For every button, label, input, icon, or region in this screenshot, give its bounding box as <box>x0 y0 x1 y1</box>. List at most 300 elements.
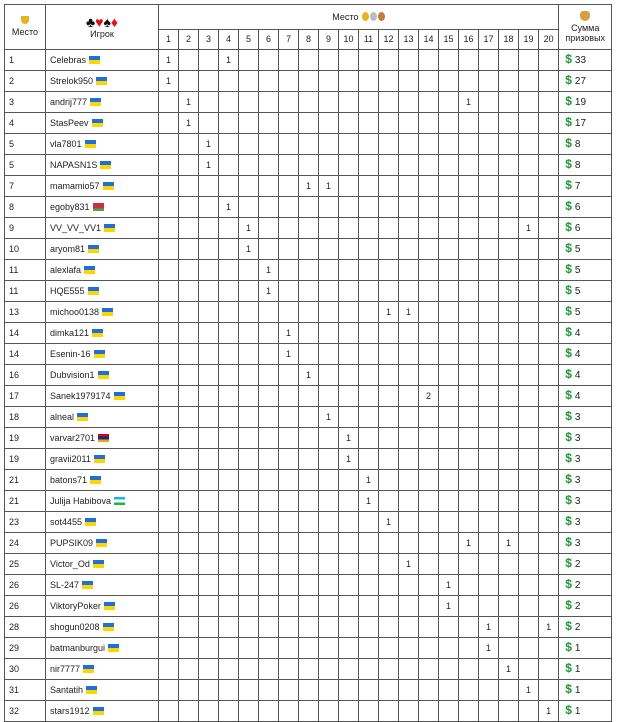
position-count-cell <box>239 554 259 575</box>
dollar-icon: $ <box>565 514 572 528</box>
position-count-cell <box>239 281 259 302</box>
position-count-cell <box>359 155 379 176</box>
prize-cell <box>559 197 612 218</box>
position-count-cell <box>479 260 499 281</box>
position-count-cell: 1 <box>199 155 219 176</box>
position-count-cell <box>199 344 219 365</box>
prize-amount: 27 <box>574 76 587 87</box>
place-cell: 21 <box>5 470 46 491</box>
position-count-cell <box>519 302 539 323</box>
position-count-cell <box>339 470 359 491</box>
position-count-cell <box>179 134 199 155</box>
position-count-cell <box>399 365 419 386</box>
position-count-cell <box>459 449 479 470</box>
position-count-cell <box>519 50 539 71</box>
player-name: Julija Habibova <box>50 495 112 506</box>
diamond-icon: ♦ <box>110 13 119 30</box>
position-count-cell <box>299 218 319 239</box>
position-count-cell <box>439 260 459 281</box>
position-count-cell <box>319 218 339 239</box>
position-count-cell <box>539 575 559 596</box>
bronze-medal-icon <box>378 12 385 21</box>
place-cell: 14 <box>5 344 46 365</box>
table-row <box>5 281 612 302</box>
prize-amount: 1 <box>574 664 581 675</box>
dollar-icon: $ <box>565 178 572 192</box>
position-count-cell <box>219 575 239 596</box>
player-name: sot4455 <box>50 516 83 527</box>
position-count-cell <box>239 302 259 323</box>
position-count-cell <box>339 323 359 344</box>
place-cell: 1 <box>5 50 46 71</box>
position-column-header: 15 <box>439 30 459 50</box>
position-count-cell <box>379 113 399 134</box>
prize-cell <box>559 680 612 701</box>
position-count-cell <box>399 281 419 302</box>
table-row <box>5 260 612 281</box>
position-count-cell <box>459 260 479 281</box>
flag-icon <box>96 539 107 547</box>
flag-icon <box>85 140 96 148</box>
position-count-cell <box>279 302 299 323</box>
position-count-cell: 1 <box>179 92 199 113</box>
prize-cell <box>559 659 612 680</box>
position-count-cell <box>459 71 479 92</box>
position-count-cell <box>379 365 399 386</box>
prize-amount: 2 <box>574 559 581 570</box>
position-count-cell <box>259 365 279 386</box>
position-count-cell <box>299 407 319 428</box>
position-count-cell <box>219 302 239 323</box>
position-count-cell <box>179 407 199 428</box>
prize-cell <box>559 71 612 92</box>
dollar-icon: $ <box>565 241 572 255</box>
position-count-cell: 1 <box>159 71 179 92</box>
prize-amount: 6 <box>574 223 581 234</box>
player-cell <box>46 155 159 176</box>
position-count-cell <box>359 533 379 554</box>
position-count-cell <box>199 491 219 512</box>
position-count-cell <box>519 470 539 491</box>
position-count-cell <box>539 386 559 407</box>
table-row <box>5 113 612 134</box>
position-count-cell <box>279 365 299 386</box>
position-count-cell <box>319 113 339 134</box>
position-count-cell <box>519 176 539 197</box>
position-count-cell <box>219 512 239 533</box>
position-count-cell <box>259 386 279 407</box>
flag-icon <box>89 56 100 64</box>
position-count-cell <box>499 113 519 134</box>
position-count-cell <box>539 659 559 680</box>
position-count-cell <box>419 449 439 470</box>
dollar-icon: $ <box>565 115 572 129</box>
place-cell: 16 <box>5 365 46 386</box>
prize-amount: 5 <box>574 286 581 297</box>
position-count-cell <box>439 197 459 218</box>
position-count-cell <box>499 281 519 302</box>
flag-icon <box>92 329 103 337</box>
position-count-cell <box>219 92 239 113</box>
place-cell: 19 <box>5 428 46 449</box>
position-column-header: 16 <box>459 30 479 50</box>
position-count-cell <box>359 281 379 302</box>
position-count-cell <box>359 386 379 407</box>
position-count-cell <box>219 260 239 281</box>
table-row <box>5 512 612 533</box>
dollar-icon: $ <box>565 703 572 717</box>
place-header-label: Место <box>11 27 39 37</box>
position-count-cell <box>259 176 279 197</box>
position-column-header: 20 <box>539 30 559 50</box>
position-column-header: 19 <box>519 30 539 50</box>
position-count-cell <box>439 386 459 407</box>
player-cell <box>46 428 159 449</box>
table-row <box>5 449 612 470</box>
position-count-cell <box>399 470 419 491</box>
position-count-cell <box>399 113 419 134</box>
position-count-cell <box>359 701 379 722</box>
flag-icon <box>83 665 94 673</box>
position-column-header: 12 <box>379 30 399 50</box>
flag-icon <box>104 602 115 610</box>
player-cell <box>46 92 159 113</box>
player-cell <box>46 386 159 407</box>
place-cell: 23 <box>5 512 46 533</box>
position-count-cell <box>379 281 399 302</box>
position-count-cell <box>239 659 259 680</box>
prize-cell <box>559 281 612 302</box>
position-count-cell <box>359 113 379 134</box>
prize-amount: 17 <box>574 118 587 129</box>
position-count-cell <box>399 491 419 512</box>
position-count-cell: 1 <box>179 113 199 134</box>
position-count-cell <box>419 134 439 155</box>
prize-cell <box>559 302 612 323</box>
position-count-cell <box>419 575 439 596</box>
position-count-cell <box>419 344 439 365</box>
flag-icon <box>104 224 115 232</box>
position-count-cell <box>419 554 439 575</box>
position-count-cell <box>519 638 539 659</box>
position-count-cell <box>499 239 519 260</box>
position-count-cell <box>219 701 239 722</box>
prize-amount: 1 <box>574 685 581 696</box>
position-count-cell <box>439 491 459 512</box>
player-name: Celebras <box>50 54 87 65</box>
flag-icon <box>98 434 109 442</box>
position-count-cell <box>199 659 219 680</box>
position-count-cell <box>479 176 499 197</box>
position-count-cell <box>439 554 459 575</box>
flag-icon <box>100 161 111 169</box>
position-count-cell <box>359 50 379 71</box>
position-count-cell <box>499 680 519 701</box>
position-count-cell <box>419 596 439 617</box>
position-count-cell: 1 <box>339 428 359 449</box>
position-count-cell <box>179 365 199 386</box>
position-count-cell <box>499 491 519 512</box>
dollar-icon: $ <box>565 346 572 360</box>
place-cell: 9 <box>5 218 46 239</box>
position-count-cell <box>519 197 539 218</box>
position-count-cell <box>439 449 459 470</box>
place-cell: 26 <box>5 575 46 596</box>
position-count-cell <box>299 617 319 638</box>
prize-amount: 8 <box>574 139 581 150</box>
position-count-cell <box>179 218 199 239</box>
position-count-cell <box>339 596 359 617</box>
position-count-cell <box>299 386 319 407</box>
position-count-cell <box>239 491 259 512</box>
position-count-cell <box>479 71 499 92</box>
prize-cell <box>559 239 612 260</box>
position-count-cell: 1 <box>499 533 519 554</box>
position-count-cell: 1 <box>459 533 479 554</box>
place-cell: 19 <box>5 449 46 470</box>
position-count-cell <box>219 365 239 386</box>
position-count-cell <box>279 50 299 71</box>
position-count-cell <box>479 470 499 491</box>
position-count-cell <box>299 50 319 71</box>
position-count-cell <box>179 197 199 218</box>
position-count-cell <box>239 197 259 218</box>
prize-amount: 2 <box>574 580 581 591</box>
position-count-cell <box>319 302 339 323</box>
dollar-icon: $ <box>565 157 572 171</box>
position-count-cell <box>499 617 519 638</box>
position-count-cell <box>319 638 339 659</box>
position-count-cell <box>339 617 359 638</box>
position-count-cell <box>299 449 319 470</box>
flag-icon <box>98 371 109 379</box>
player-name: batons71 <box>50 474 88 485</box>
dollar-icon: $ <box>565 451 572 465</box>
position-count-cell <box>439 323 459 344</box>
position-count-cell <box>359 302 379 323</box>
position-count-cell <box>339 575 359 596</box>
position-count-cell <box>459 176 479 197</box>
prize-cell <box>559 533 612 554</box>
position-count-cell: 2 <box>419 386 439 407</box>
position-count-cell <box>239 533 259 554</box>
position-count-cell <box>279 575 299 596</box>
player-cell <box>46 617 159 638</box>
player-name: Esenin-16 <box>50 348 91 359</box>
position-count-cell <box>279 512 299 533</box>
player-cell <box>46 134 159 155</box>
position-count-cell <box>319 197 339 218</box>
position-count-cell <box>279 281 299 302</box>
position-count-cell <box>539 470 559 491</box>
position-count-cell <box>419 218 439 239</box>
position-count-cell <box>459 302 479 323</box>
position-count-cell <box>199 218 219 239</box>
position-count-cell <box>539 638 559 659</box>
player-cell <box>46 365 159 386</box>
position-count-cell <box>399 512 419 533</box>
position-count-cell <box>219 533 239 554</box>
position-count-cell <box>259 596 279 617</box>
dollar-icon: $ <box>565 556 572 570</box>
prize-cell <box>559 701 612 722</box>
position-count-cell <box>319 239 339 260</box>
dollar-icon: $ <box>565 661 572 675</box>
position-count-cell <box>479 596 499 617</box>
position-count-cell <box>479 281 499 302</box>
player-cell <box>46 470 159 491</box>
position-count-cell <box>539 176 559 197</box>
position-count-cell <box>439 701 459 722</box>
position-count-cell <box>219 407 239 428</box>
table-row <box>5 554 612 575</box>
position-count-cell <box>199 197 219 218</box>
position-column-header: 5 <box>239 30 259 50</box>
flag-icon <box>114 392 125 400</box>
position-count-cell: 1 <box>219 197 239 218</box>
position-count-cell <box>279 470 299 491</box>
dollar-icon: $ <box>565 535 572 549</box>
position-count-cell <box>359 218 379 239</box>
position-count-cell <box>239 71 259 92</box>
position-count-cell <box>499 575 519 596</box>
position-count-cell <box>339 176 359 197</box>
position-count-cell <box>299 281 319 302</box>
position-count-cell <box>259 680 279 701</box>
position-count-cell <box>419 197 439 218</box>
prize-amount: 6 <box>574 202 581 213</box>
position-count-cell <box>299 659 319 680</box>
position-count-cell <box>179 323 199 344</box>
position-count-cell <box>179 155 199 176</box>
player-name: michoo0138 <box>50 306 100 317</box>
place-cell: 11 <box>5 281 46 302</box>
position-count-cell <box>439 92 459 113</box>
position-count-cell <box>339 50 359 71</box>
position-count-cell <box>259 638 279 659</box>
position-count-cell <box>159 134 179 155</box>
position-count-cell <box>519 533 539 554</box>
position-count-cell <box>219 428 239 449</box>
place-cell: 24 <box>5 533 46 554</box>
position-count-cell <box>479 491 499 512</box>
dollar-icon: $ <box>565 52 572 66</box>
position-count-cell <box>159 659 179 680</box>
player-name: NAPASN1S <box>50 159 98 170</box>
position-count-cell <box>259 323 279 344</box>
player-name: Victor_Od <box>50 558 90 569</box>
flag-icon <box>93 203 104 211</box>
position-count-cell <box>539 512 559 533</box>
position-count-cell <box>219 281 239 302</box>
dollar-icon: $ <box>565 682 572 696</box>
prize-cell <box>559 323 612 344</box>
position-count-cell <box>479 428 499 449</box>
prize-amount: 4 <box>574 391 581 402</box>
position-count-cell <box>479 323 499 344</box>
position-count-cell <box>459 428 479 449</box>
position-count-cell <box>399 638 419 659</box>
prize-amount: 33 <box>574 55 587 66</box>
position-count-cell <box>479 113 499 134</box>
position-count-cell <box>219 71 239 92</box>
position-count-cell <box>279 218 299 239</box>
table-row <box>5 533 612 554</box>
position-count-cell <box>419 113 439 134</box>
position-count-cell <box>319 701 339 722</box>
position-count-cell <box>519 407 539 428</box>
position-count-cell <box>439 617 459 638</box>
dollar-icon: $ <box>565 598 572 612</box>
player-name: varvar2701 <box>50 432 96 443</box>
position-count-cell <box>159 491 179 512</box>
prize-amount: 3 <box>574 517 581 528</box>
position-count-cell <box>279 155 299 176</box>
player-name: Dubvision1 <box>50 369 95 380</box>
position-column-header: 11 <box>359 30 379 50</box>
table-row <box>5 197 612 218</box>
position-column-header: 18 <box>499 30 519 50</box>
flag-icon <box>93 560 104 568</box>
position-count-cell <box>519 260 539 281</box>
position-count-cell <box>459 680 479 701</box>
position-count-cell <box>359 449 379 470</box>
dollar-icon: $ <box>565 262 572 276</box>
table-row <box>5 218 612 239</box>
position-count-cell <box>439 176 459 197</box>
player-cell <box>46 218 159 239</box>
position-column-header: 17 <box>479 30 499 50</box>
player-name: andrij777 <box>50 96 88 107</box>
position-count-cell <box>219 659 239 680</box>
position-count-cell <box>519 659 539 680</box>
prize-cell <box>559 386 612 407</box>
player-cell <box>46 701 159 722</box>
place-cell: 14 <box>5 323 46 344</box>
player-name: Santatih <box>50 684 84 695</box>
position-count-cell <box>239 92 259 113</box>
position-count-cell <box>539 449 559 470</box>
place-cell: 26 <box>5 596 46 617</box>
position-count-cell <box>319 554 339 575</box>
position-count-cell <box>419 428 439 449</box>
position-count-cell <box>339 344 359 365</box>
position-count-cell <box>499 71 519 92</box>
position-count-cell <box>239 113 259 134</box>
position-count-cell <box>339 113 359 134</box>
position-count-cell <box>299 134 319 155</box>
position-count-cell <box>199 554 219 575</box>
position-count-cell <box>319 470 339 491</box>
position-count-cell <box>459 386 479 407</box>
position-count-cell <box>339 701 359 722</box>
position-count-cell <box>179 533 199 554</box>
position-count-cell <box>199 71 219 92</box>
table-row <box>5 638 612 659</box>
dollar-icon: $ <box>565 136 572 150</box>
player-cell <box>46 596 159 617</box>
position-count-cell <box>419 512 439 533</box>
prize-cell <box>559 50 612 71</box>
position-count-cell <box>419 638 439 659</box>
prize-amount: 3 <box>574 433 581 444</box>
position-count-cell <box>259 575 279 596</box>
player-name: alneal <box>50 411 75 422</box>
prize-amount: 7 <box>574 181 581 192</box>
position-count-cell <box>239 407 259 428</box>
position-count-cell <box>199 638 219 659</box>
flag-icon <box>90 476 101 484</box>
